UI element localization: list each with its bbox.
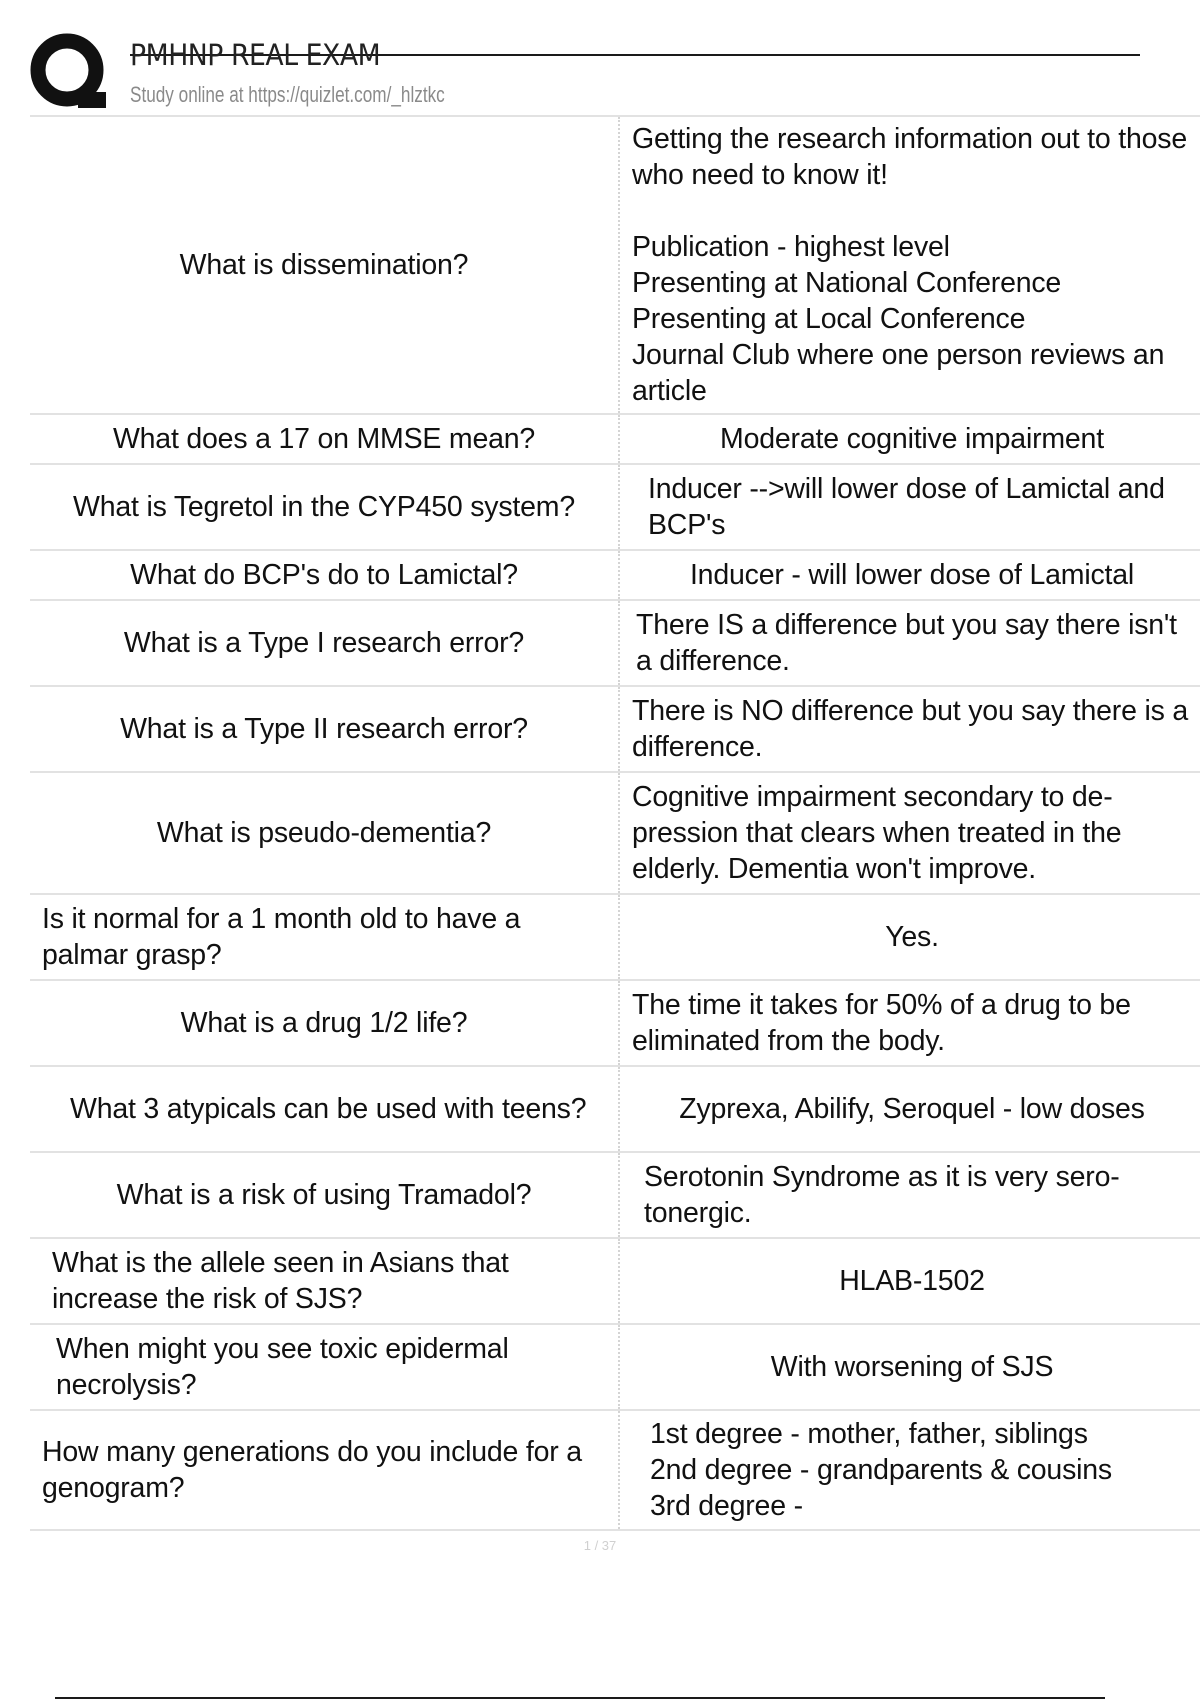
quizlet-logo-icon: [30, 32, 112, 114]
card-term: What is pseudo-dementia?: [30, 772, 619, 894]
table-row: [30, 464, 1200, 550]
card-term: What is the allele seen in Asians that increase the risk of SJS?: [30, 1238, 619, 1324]
study-online-link[interactable]: Study online at https://quizlet.com/_hlztkc: [130, 82, 445, 107]
card-term: What does a 17 on MMSE mean?: [30, 414, 619, 464]
card-term: What is a risk of using Tramadol?: [30, 1152, 619, 1238]
table-row: [30, 1410, 1200, 1530]
bottom-rule: [55, 1697, 1105, 1699]
card-definition: Inducer - will lower dose of Lamictal: [619, 550, 1200, 600]
card-definition: The time it takes for 50% of a drug to be eliminated from the body.: [619, 980, 1200, 1066]
card-definition: Inducer -->will lower dose of Lamictal and BCP's: [619, 464, 1200, 550]
table-row: [30, 772, 1200, 894]
table-row: [30, 894, 1200, 980]
flashcard-table: [30, 115, 1200, 1531]
table-row: [30, 116, 1200, 414]
card-term: What is dissemination?: [30, 116, 619, 414]
table-row: [30, 1066, 1200, 1152]
table-row: [30, 980, 1200, 1066]
card-definition: HLAB-1502: [619, 1238, 1200, 1324]
page-number: 1 / 37: [583, 1538, 617, 1553]
card-term: When might you see toxic epidermal necrolysis?: [30, 1324, 619, 1410]
document-title: PMHNP REAL EXAM: [130, 38, 381, 72]
card-definition: Yes.: [619, 894, 1200, 980]
card-definition: 1st degree - mother, father, siblings 2nd degree - grandparents & cousins 3rd degree -: [619, 1410, 1200, 1530]
card-definition: There IS a difference but you say there isn't a difference.: [619, 600, 1200, 686]
card-definition: Zyprexa, Abilify, Seroquel - low doses: [619, 1066, 1200, 1152]
card-definition: Moderate cognitive impairment: [619, 414, 1200, 464]
table-row: [30, 414, 1200, 464]
card-term: What is a drug 1/2 life?: [30, 980, 619, 1066]
card-term: What 3 atypicals can be used with teens?: [30, 1066, 619, 1152]
table-row: [30, 550, 1200, 600]
card-term: What do BCP's do to Lamictal?: [30, 550, 619, 600]
card-term: How many generations do you include for a genogram?: [30, 1410, 619, 1530]
table-row: [30, 1152, 1200, 1238]
card-term: What is Tegretol in the CYP450 system?: [30, 464, 619, 550]
card-definition: Cognitive impairment secondary to de-pression that clears when treated in the elderly. Dementia won't improve.: [619, 772, 1200, 894]
card-definition: Serotonin Syndrome as it is very sero-tonergic.: [619, 1152, 1200, 1238]
table-row: [30, 1324, 1200, 1410]
card-definition: There is NO difference but you say there is a difference.: [619, 686, 1200, 772]
table-row: [30, 686, 1200, 772]
card-definition: Getting the research information out to those who need to know it! Publication - highest level Presenting at National Conference Presenting at Local Conference Journal Club where one person reviews an article: [619, 116, 1200, 414]
page-header: [30, 30, 1150, 115]
table-row: [30, 600, 1200, 686]
card-term: What is a Type I research error?: [30, 600, 619, 686]
table-row: [30, 1238, 1200, 1324]
card-term: Is it normal for a 1 month old to have a palmar grasp?: [30, 894, 619, 980]
card-definition: With worsening of SJS: [619, 1324, 1200, 1410]
card-term: What is a Type II research error?: [30, 686, 619, 772]
